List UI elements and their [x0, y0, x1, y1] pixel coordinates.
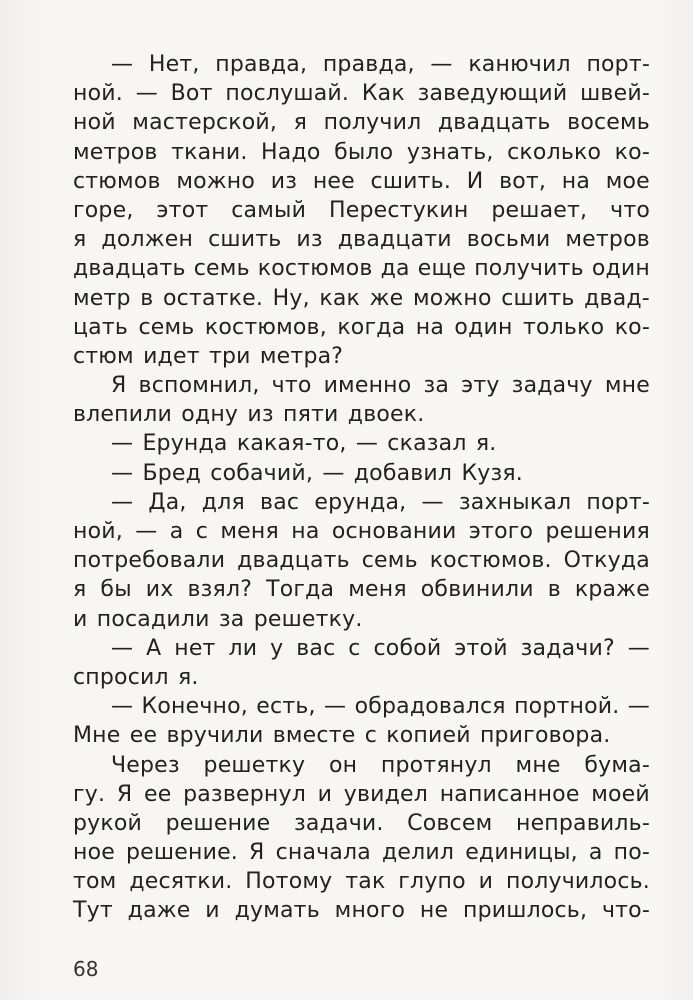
word: вместе	[272, 723, 356, 749]
word: их	[145, 577, 174, 603]
word: швей-	[580, 81, 650, 107]
word: добавил	[353, 460, 453, 486]
word: нет	[174, 635, 216, 661]
word: сколько	[507, 139, 602, 165]
word: одну	[181, 402, 239, 428]
word: а	[588, 840, 603, 866]
word: краже	[574, 577, 650, 603]
word: мастерской,	[132, 110, 278, 136]
word: моей	[591, 781, 650, 807]
word: можно	[176, 168, 256, 194]
word: что	[610, 197, 650, 223]
word: и	[73, 606, 88, 632]
word: на	[561, 168, 591, 194]
text-line	[73, 546, 650, 575]
word: захныкал	[458, 489, 572, 515]
word: за	[423, 373, 450, 399]
word: ной	[73, 110, 116, 136]
word: —	[627, 694, 650, 720]
page-text	[73, 50, 650, 926]
text-line	[73, 605, 650, 634]
word: гу.	[73, 781, 106, 807]
word: обвинили	[420, 577, 534, 603]
word: —	[355, 431, 379, 457]
word: же	[369, 285, 404, 311]
word: получил	[323, 110, 422, 136]
word: —	[111, 431, 134, 457]
word: еще	[417, 256, 467, 282]
text-line	[73, 138, 650, 167]
word: было	[334, 139, 394, 165]
word: основании	[331, 519, 457, 544]
word: решетку.	[253, 606, 363, 632]
word: двоек.	[347, 402, 425, 428]
word: канючил	[468, 52, 571, 77]
word: ее	[143, 781, 172, 807]
word: восьми	[466, 227, 551, 253]
word: бы	[100, 577, 132, 603]
word: не	[419, 898, 449, 924]
word: с	[195, 519, 209, 544]
word: вот,	[499, 168, 547, 194]
word: один	[591, 256, 650, 282]
word: Совсем	[407, 810, 493, 836]
word: и	[317, 781, 333, 807]
word: сшить	[208, 227, 282, 253]
word: восемь	[567, 110, 650, 136]
word: сшить	[501, 285, 575, 311]
word: взял?	[187, 577, 253, 603]
word: метров	[73, 139, 158, 165]
word: делил	[381, 840, 455, 866]
word: собачий,	[210, 460, 314, 486]
word: собой	[373, 635, 442, 661]
word: решение	[165, 810, 271, 836]
word: портной.	[514, 694, 620, 720]
word: —	[111, 694, 134, 720]
text-line	[73, 313, 650, 342]
word: метра?	[259, 343, 344, 369]
word: мне	[604, 373, 650, 399]
word: на	[415, 314, 444, 340]
text-line	[73, 575, 650, 604]
word: сшить.	[370, 168, 452, 194]
word: решения	[545, 519, 650, 544]
word: ткани.	[171, 139, 248, 165]
word: вручили	[166, 723, 264, 749]
word: Перестукин	[329, 197, 469, 223]
word: развернул	[183, 781, 306, 807]
word: обрадовался	[354, 694, 506, 720]
word: —	[135, 519, 158, 544]
text-line	[73, 634, 650, 663]
word: можно	[412, 285, 492, 311]
word: порт-	[586, 489, 650, 515]
word: костюмов	[257, 256, 373, 282]
word: за	[218, 606, 245, 632]
word: двадцать	[237, 548, 350, 574]
word: единицы,	[465, 840, 578, 866]
word: я	[73, 577, 87, 603]
word: двадцати	[337, 227, 452, 253]
word: влепили	[73, 402, 173, 428]
word: сначала	[275, 840, 371, 866]
word: Мне	[73, 723, 121, 749]
word: даже	[127, 898, 191, 924]
word: правда,	[322, 52, 415, 77]
word: задачи.	[294, 810, 384, 836]
text-line	[73, 50, 650, 79]
word: написанное	[439, 781, 580, 807]
word: метров	[565, 227, 650, 253]
text-line	[73, 780, 650, 809]
word: меня	[220, 519, 279, 544]
word: получить	[474, 256, 584, 282]
word: решает,	[491, 197, 588, 223]
word: для	[201, 489, 245, 515]
word: копией	[386, 723, 471, 749]
word: двадцать	[73, 256, 186, 282]
word: что	[271, 373, 312, 399]
word: костюмов.	[429, 548, 552, 574]
text-line	[73, 79, 650, 108]
word: Да,	[148, 489, 187, 515]
word: метр	[73, 285, 131, 311]
word: костюмов,	[204, 314, 327, 340]
word: решетку	[203, 752, 306, 778]
word: ной.	[73, 81, 123, 107]
word: Конечно,	[141, 694, 248, 720]
word: из	[247, 402, 274, 428]
word: этой	[454, 635, 508, 661]
word: Я	[249, 840, 265, 866]
text-line	[73, 196, 650, 225]
word: три	[208, 343, 251, 369]
word: Потому	[245, 869, 333, 895]
word: узнать,	[406, 139, 494, 165]
text-line	[73, 488, 650, 517]
word: самый	[231, 197, 307, 223]
word: вас	[296, 635, 336, 661]
word: А	[146, 635, 162, 661]
word: увидел	[343, 781, 429, 807]
word: посадили	[96, 606, 210, 632]
word: Откуда	[563, 548, 650, 574]
word: я.	[178, 664, 199, 690]
word: нее	[312, 168, 355, 194]
word: когда	[337, 314, 406, 340]
word: цать	[73, 314, 129, 340]
word: —	[111, 489, 134, 515]
word: Нет,	[148, 52, 200, 77]
word: вспомнил,	[138, 373, 260, 399]
word: Кузя.	[461, 460, 524, 486]
text-line	[73, 809, 650, 838]
word: Как	[361, 81, 405, 107]
text-line	[73, 692, 650, 721]
word: ли	[228, 635, 258, 661]
word: —	[111, 460, 134, 486]
word: бума-	[584, 752, 650, 778]
word: да	[380, 256, 410, 282]
word: у	[270, 635, 284, 661]
word: пяти	[283, 402, 339, 428]
word: спросил	[73, 664, 169, 690]
word: —	[324, 694, 347, 720]
word: Тут	[73, 898, 113, 924]
word: задачу	[511, 373, 593, 399]
word: только	[523, 314, 605, 340]
text-line	[73, 721, 650, 750]
text-line	[73, 459, 650, 488]
word: —	[430, 52, 453, 77]
word: думать	[234, 898, 320, 924]
word: задачи?	[520, 635, 615, 661]
text-line	[73, 838, 650, 867]
word: я.	[475, 431, 497, 457]
word: ерунда,	[314, 489, 407, 515]
word: что-	[601, 898, 650, 924]
word: ко-	[614, 139, 650, 165]
word: —	[111, 52, 134, 77]
word: Через	[111, 752, 180, 778]
word: получилось.	[506, 869, 650, 895]
word: пришлось,	[463, 898, 588, 924]
word: мне	[515, 752, 561, 778]
word: Ну,	[272, 285, 310, 311]
text-line	[73, 663, 650, 692]
word: в	[547, 577, 561, 603]
word: и	[205, 898, 220, 924]
word: он	[328, 752, 358, 778]
word: и	[478, 869, 494, 895]
word: двад-	[584, 285, 650, 311]
word: стюм	[73, 343, 134, 369]
word: семь	[193, 256, 250, 282]
word: мое	[605, 168, 650, 194]
word: потребовали	[73, 548, 226, 574]
page-number: 68	[73, 957, 99, 981]
word: горе,	[73, 197, 134, 223]
word: какая-то,	[236, 431, 347, 457]
word: И	[466, 168, 484, 194]
word: Надо	[261, 139, 321, 165]
text-line	[73, 400, 650, 429]
word: я	[73, 227, 87, 253]
word: заведующий	[417, 81, 568, 107]
word: идет	[143, 343, 200, 369]
text-line	[73, 429, 650, 458]
word: ко-	[614, 314, 650, 340]
word: один	[454, 314, 513, 340]
word: семь	[361, 548, 418, 574]
word: —	[135, 81, 158, 107]
word: с	[348, 635, 361, 661]
word: сказал	[387, 431, 467, 457]
text-line	[73, 108, 650, 137]
word: ное	[73, 840, 115, 866]
word: с	[364, 723, 377, 749]
word: —	[111, 635, 134, 661]
word: семь	[138, 314, 195, 340]
word: двадцать	[437, 110, 551, 136]
word: есть,	[256, 694, 316, 720]
word: стюмов	[73, 168, 161, 194]
word: рукой	[73, 810, 143, 836]
word: в	[140, 285, 154, 311]
word: протянул	[380, 752, 492, 778]
word: должен	[101, 227, 194, 253]
text-line	[73, 342, 650, 371]
word: Вот	[170, 81, 213, 107]
word: вас	[260, 489, 300, 515]
text-line	[73, 896, 650, 925]
word: много	[334, 898, 406, 924]
word: меня	[348, 577, 407, 603]
text-line	[73, 284, 650, 313]
word: на	[291, 519, 320, 544]
word: Я	[111, 373, 127, 399]
word: том	[73, 869, 117, 895]
word: этот	[156, 197, 209, 223]
word: именно	[323, 373, 412, 399]
word: так	[345, 869, 386, 895]
word: ее	[129, 723, 158, 749]
word: из	[296, 227, 323, 253]
word: Тогда	[266, 577, 335, 603]
text-line	[73, 751, 650, 780]
word: Ерунда	[142, 431, 228, 457]
word: из	[270, 168, 298, 194]
word: а	[169, 519, 184, 544]
word: послушай.	[225, 81, 350, 107]
word: как	[319, 285, 361, 311]
word: глупо	[398, 869, 466, 895]
text-line	[73, 371, 650, 400]
word: —	[421, 489, 444, 515]
text-line	[73, 867, 650, 896]
word: решение.	[126, 840, 238, 866]
word: остатке.	[163, 285, 264, 311]
word: Я	[116, 781, 133, 807]
word: порт-	[586, 52, 650, 77]
text-line	[73, 225, 650, 254]
word: приговора.	[479, 723, 611, 749]
word: неправиль-	[515, 810, 650, 836]
word: этого	[468, 519, 534, 544]
word: —	[322, 460, 345, 486]
word: я	[293, 110, 308, 136]
text-line	[73, 254, 650, 283]
word: ной,	[73, 519, 123, 544]
word: Бред	[142, 460, 202, 486]
word: по-	[613, 840, 650, 866]
text-line	[73, 167, 650, 196]
text-line	[73, 517, 650, 546]
word: десятки.	[129, 869, 233, 895]
word: эту	[461, 373, 500, 399]
word: —	[627, 635, 650, 661]
word: правда,	[215, 52, 308, 77]
